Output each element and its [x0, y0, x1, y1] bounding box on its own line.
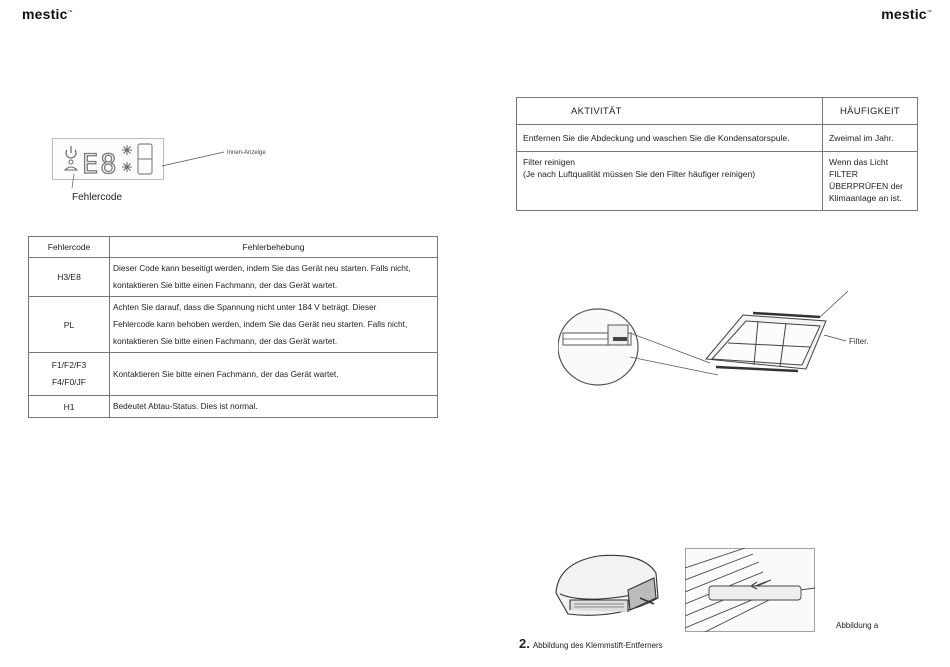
table-row	[517, 125, 918, 152]
error-code-table	[28, 236, 438, 418]
maintenance-table	[516, 97, 918, 211]
description-line: Dieser Code kann beseitigt werden, indem Sie das Gerät neu starten. Falls nicht,	[113, 263, 411, 273]
activity-cell	[517, 125, 823, 152]
error-code-cell: H1	[29, 396, 110, 418]
leader-line	[162, 152, 224, 166]
figure-label: Abbildung a	[836, 621, 879, 630]
frequency-line: Zweimal im Jahr.	[829, 133, 894, 143]
clip-remover-unit-illustration	[548, 548, 668, 628]
table-header-row	[517, 98, 918, 125]
zoom-detail	[558, 309, 718, 385]
step-caption-text: Abbildung des Klemmstift-Entferners	[532, 641, 663, 650]
brand-logo-left: mestic™	[22, 6, 73, 22]
segment-digit	[138, 144, 152, 174]
lcd-display-graphic	[52, 130, 282, 192]
column-header: HÄUFIGKEIT	[823, 98, 918, 125]
error-code-cell: H3/E8	[29, 258, 110, 297]
error-code-cell	[29, 353, 110, 396]
person-icon	[65, 160, 77, 170]
step-caption	[519, 636, 663, 651]
column-header: AKTIVITÄT	[517, 98, 823, 125]
snowflake-icon	[122, 162, 132, 172]
error-description-cell	[110, 297, 438, 353]
activity-line: Entfernen Sie die Abdeckung und waschen Sie die Kondensatorspule.	[523, 133, 790, 143]
table-row	[517, 152, 918, 211]
innen-anzeige-label: Innen-Anzeige	[227, 150, 266, 156]
activity-cell	[517, 152, 823, 211]
error-description-cell	[110, 258, 438, 297]
frequency-line: Klimaanlage an ist.	[829, 193, 902, 203]
leader-line	[72, 174, 74, 188]
snowflake-icon	[122, 145, 132, 155]
column-header: Fehlerbehebung	[110, 237, 438, 258]
error-code-line: F1/F2/F3	[51, 360, 87, 370]
activity-line: Filter reinigen	[523, 157, 576, 167]
description-line: Bedeutet Abtau-Status. Dies ist normal.	[113, 401, 258, 411]
filter-illustration	[558, 285, 888, 390]
step-number: 2.	[519, 636, 530, 651]
error-description-cell	[110, 396, 438, 418]
filter-label: Filter.	[849, 337, 869, 346]
description-line: Kontaktieren Sie bitte einen Fachmann, der das Gerät wartet.	[113, 368, 339, 379]
brand-logo-right: mestic™	[881, 6, 932, 22]
fehlercode-label: Fehlercode	[72, 192, 123, 203]
description-line: Achten Sie darauf, dass die Spannung nicht unter 184 V beträgt. Dieser	[113, 302, 377, 312]
segment-code: E8	[82, 149, 119, 180]
activity-line: (Je nach Luftqualität müssen Sie den Filter häufiger reinigen)	[523, 169, 756, 179]
error-code-line: F4/F0/JF	[51, 377, 86, 387]
table-header-row	[29, 237, 438, 258]
filter-tray	[706, 291, 848, 371]
display-panel-figure	[52, 130, 282, 210]
frequency-cell	[823, 152, 918, 211]
table-row	[29, 396, 438, 418]
power-icon	[66, 146, 76, 158]
frequency-cell	[823, 125, 918, 152]
column-header: Fehlercode	[29, 237, 110, 258]
clip-remover-detail-illustration	[685, 548, 815, 632]
description-line: kontaktieren Sie bitte einen Fachmann, der das Gerät wartet.	[113, 280, 338, 290]
description-line: Fehlercode kann behoben werden, indem Sie das Gerät neu starten. Falls nicht,	[113, 319, 408, 329]
table-row	[29, 258, 438, 297]
frequency-line: Wenn das Licht	[829, 157, 889, 167]
description-line: kontaktieren Sie bitte einen Fachmann, der das Gerät wartet.	[113, 336, 338, 346]
table-row	[29, 297, 438, 353]
error-description-cell	[110, 353, 438, 396]
frequency-line: ÜBERPRÜFEN der	[829, 181, 904, 191]
frequency-line: FILTER	[829, 169, 858, 179]
table-row	[29, 353, 438, 396]
error-code-cell: PL	[29, 297, 110, 353]
